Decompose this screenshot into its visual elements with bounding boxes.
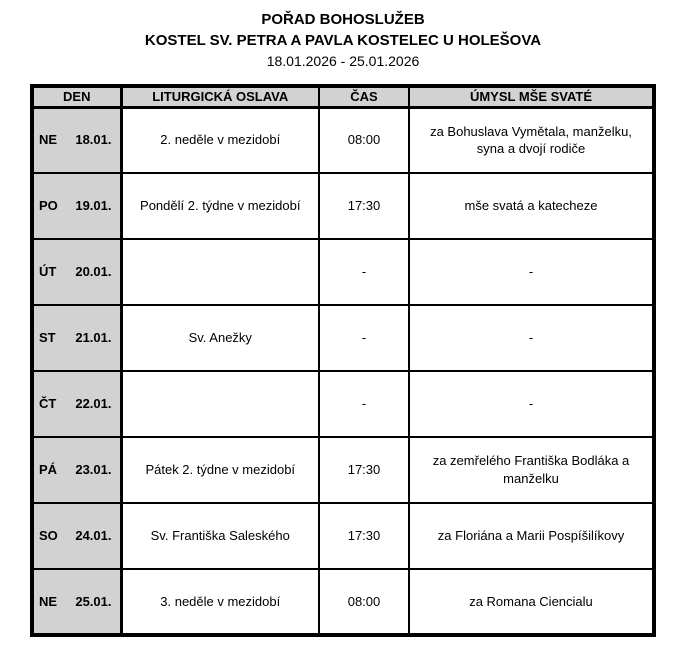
day-abbreviation: ČT [39,396,57,412]
intention-cell: - [409,371,654,437]
day-cell-content [34,395,120,413]
day-cell [32,239,121,305]
intention-cell: za Romana Ciencialu [409,569,654,635]
time-cell: 17:30 [319,503,409,569]
day-cell-content [34,197,120,215]
day-date: 21.01. [75,330,112,346]
day-cell [32,371,121,437]
table-row [32,239,654,305]
time-cell: - [319,371,409,437]
celebration-cell: 3. neděle v mezidobí [121,569,319,635]
schedule-table [30,84,656,637]
day-cell-content [34,593,120,611]
celebration-cell: Sv. Anežky [121,305,319,371]
day-cell [32,569,121,635]
day-cell-content [34,329,120,347]
celebration-cell [121,371,319,437]
church-name: KOSTEL SV. PETRA A PAVLA KOSTELEC U HOLEŠOVA [144,32,542,49]
day-cell [32,437,121,503]
day-cell-content [34,131,120,149]
table-header-row [32,86,654,107]
time-cell: - [319,305,409,371]
day-abbreviation: ST [39,330,56,346]
time-cell: 17:30 [319,173,409,239]
table-row [32,371,654,437]
table-row [32,503,654,569]
day-cell [32,107,121,173]
day-cell [32,305,121,371]
column-header-den: DEN [32,86,121,107]
column-header-cas: ČAS [319,86,409,107]
celebration-cell [121,239,319,305]
page-title: POŘAD BOHOSLUŽEB [261,11,425,28]
day-abbreviation: SO [39,528,58,544]
time-cell: 08:00 [319,569,409,635]
column-header-liturgicka-oslava: LITURGICKÁ OSLAVA [121,86,319,107]
day-abbreviation: PO [39,198,58,214]
day-date: 23.01. [75,462,112,478]
intention-cell: za Bohuslava Vymětala, manželku, syna a dvojí rodiče [409,107,654,173]
time-cell: - [319,239,409,305]
day-abbreviation: PÁ [39,462,58,478]
intention-cell: - [409,305,654,371]
day-cell [32,173,121,239]
table-row [32,437,654,503]
celebration-cell: Sv. Františka Saleského [121,503,319,569]
day-cell [32,503,121,569]
day-date: 19.01. [75,198,112,214]
celebration-cell: Pondělí 2. týdne v mezidobí [121,173,319,239]
day-cell-content [34,461,120,479]
celebration-cell: 2. neděle v mezidobí [121,107,319,173]
day-cell-content [34,527,120,545]
day-abbreviation: ÚT [39,264,57,280]
day-date: 25.01. [75,593,112,609]
time-cell: 08:00 [319,107,409,173]
day-abbreviation: NE [39,593,58,609]
intention-cell: mše svatá a katecheze [409,173,654,239]
intention-cell: za Floriána a Marii Pospíšilíkovy [409,503,654,569]
intention-cell: - [409,239,654,305]
date-range: 18.01.2026 - 25.01.2026 [266,53,420,69]
celebration-cell: Pátek 2. týdne v mezidobí [121,437,319,503]
day-date: 24.01. [75,528,112,544]
day-date: 18.01. [75,132,112,148]
table-row [32,173,654,239]
table-row [32,569,654,635]
column-header-umysl-mse-svate: ÚMYSL MŠE SVATÉ [409,86,654,107]
intention-cell: za zemřelého Františka Bodláka a manželku [409,437,654,503]
day-date: 20.01. [75,264,112,280]
day-abbreviation: NE [39,132,58,148]
day-cell-content [34,263,120,281]
document-header [0,9,686,71]
day-date: 22.01. [75,396,112,412]
table-row [32,107,654,173]
time-cell: 17:30 [319,437,409,503]
table-row [32,305,654,371]
